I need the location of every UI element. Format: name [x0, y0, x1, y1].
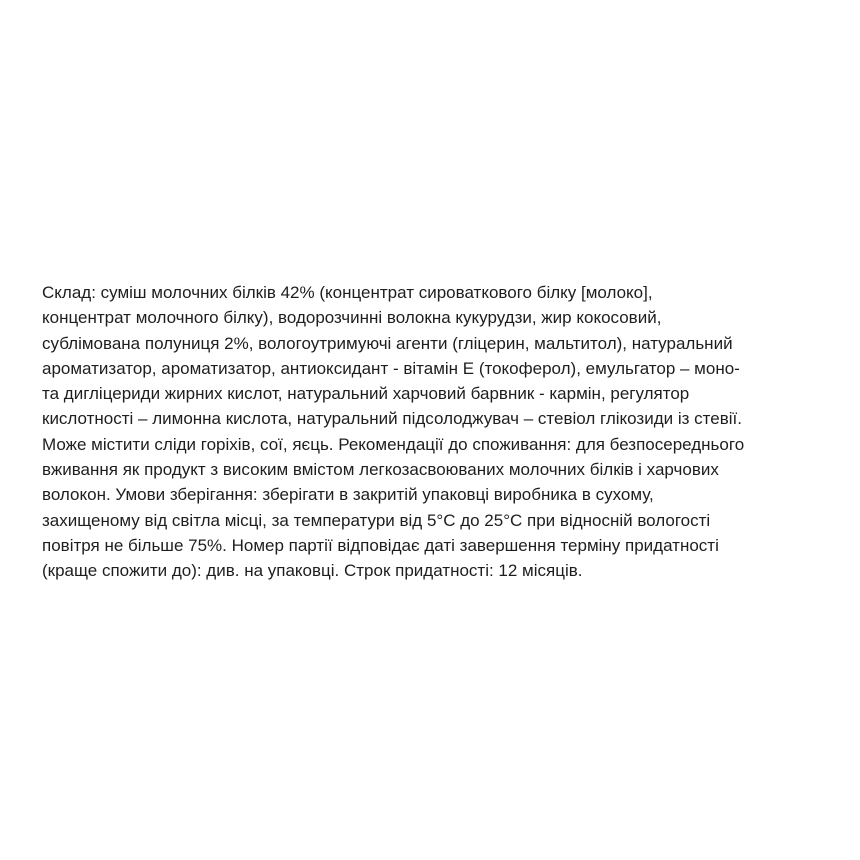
text-line: (краще спожити до): див. на упаковці. Строк придатності: 12 місяців.: [42, 561, 583, 581]
text-line: Склад: суміш молочних білків 42% (концентрат сироваткового білку [молоко],: [42, 283, 653, 302]
ingredients-text-block: [42, 280, 842, 584]
text-line: волокон. Умови зберігання: зберігати в закритій упаковці виробника в сухому,: [42, 485, 654, 505]
text-line: кислотності – лимонна кислота, натуральний підсолоджувач – стевіол глікозиди із стевії.: [42, 409, 742, 429]
text-line: ароматизатор, ароматизатор, антиоксидант - вітамін Е (токоферол), емульгатор – моно-: [42, 358, 740, 378]
text-line: захищеному від світла місці, за температури від 5°С до 25°С при відносній вологості: [42, 510, 711, 530]
text-line: та дигліцериди жирних кислот, натуральний харчовий барвник - кармін, регулятор: [42, 384, 690, 404]
text-line: повітря не більше 75%. Номер партії відповідає даті завершення терміну придатності: [42, 535, 719, 555]
text-line: концентрат молочного білку), водорозчинні волокна кукурудзи, жир кокосовий,: [42, 308, 662, 328]
text-line: вживання як продукт з високим вмістом легкозасвоюваних молочних білків і харчових: [42, 460, 719, 480]
text-line: Може містити сліди горіхів, сої, яєць. Рекомендації до споживання: для безпосереднього: [42, 434, 745, 454]
text-line: сублімована полуниця 2%, вологоутримуючі агенти (гліцерин, мальтитол), натуральний: [42, 333, 733, 353]
